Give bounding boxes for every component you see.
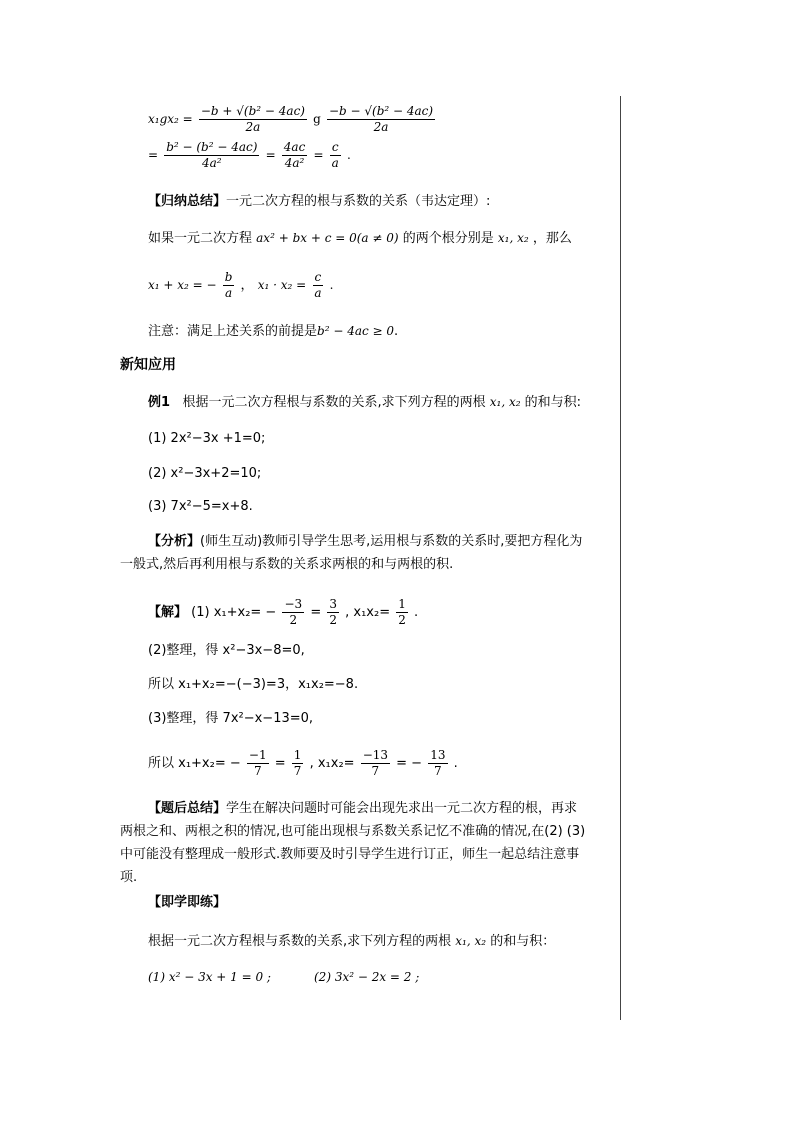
solution-1: 【解】 (1) x₁+x₂= − $\frac{-3}{2}$ = $\frac{3}{2}$ , x₁x₂= $\frac{1}{2}$ . <box>148 597 419 627</box>
derivation-fraction-2: $\frac{\text{−b − √(b² − 4ac)}}{2a}$ <box>328 104 434 134</box>
analysis-line-2: 一般式,然后再利用根与系数的关系求两根的和与两根的积. <box>120 557 454 572</box>
derivation-fraction-3: $\frac{\text{b² − (b² − 4ac)}}{\text{4a²}}$ <box>166 140 258 170</box>
solution-3-line-2: 所以 x₁+x₂= − $\frac{-1}{7}$ = $\frac{1}{7}$ , x₁x₂= $\frac{-13}{7}$ = − $\frac{13}{7}$ . <box>148 748 458 778</box>
solution-2-line-2: 所以 x₁+x₂=−(−3)=3，x₁x₂=−8. <box>148 677 359 692</box>
post-summary-line-2: 两根之和、两根之积的情况,也可能出现根与系数关系记忆不准确的情况,在(2) (3) <box>120 824 586 839</box>
margin-rule <box>620 96 621 1020</box>
post-summary-line-1: 【题后总结】学生在解决问题时可能会出现先求出一元二次方程的根，再求 <box>148 801 578 816</box>
solution-1-fraction-2: $\frac{3}{2}$ <box>329 597 337 627</box>
solution-1-fraction-3: $\frac{1}{2}$ <box>398 597 406 627</box>
vieta-product-fraction: $\frac{c}{a}$ <box>314 270 322 300</box>
section-heading: 新知应用 <box>120 357 176 373</box>
summary-title: 【归纳总结】一元二次方程的根与系数的关系（韦达定理）: <box>148 194 491 209</box>
solution-3-fraction-4: $\frac{13}{7}$ <box>430 748 446 778</box>
vieta-formulas: x₁ + x₂ = − $\frac{b}{a}$ ， x₁ · x₂ = $\frac{c}{a}$ . <box>148 270 334 300</box>
derivation-line-1: x₁gx₂ = $\frac{\text{−b + √(b² − 4ac)}}{2a}$ g $\frac{\text{−b − √(b² − 4ac)}}{2a}$ <box>148 104 434 134</box>
solution-3-fraction-1: $\frac{-1}{7}$ <box>248 748 267 778</box>
vieta-sum-fraction: $\frac{b}{a}$ <box>224 270 233 300</box>
derivation-fraction-5: $\frac{c}{a}$ <box>331 140 339 170</box>
example-item-1: (1) 2x²−3x +1=0; <box>148 431 266 446</box>
derivation-fraction-4: $\frac{4ac}{\text{4a²}}$ <box>283 140 306 170</box>
solution-1-fraction-1: $\frac{-3}{2}$ <box>284 597 303 627</box>
summary-note: 注意：满足上述关系的前提是b² − 4ac ≥ 0. <box>148 324 399 339</box>
derivation-line-2: = $\frac{\text{b² − (b² − 4ac)}}{\text{4a²}}$ = $\frac{4ac}{\text{4a²}}$ = $\frac{c}{a}$ . <box>148 140 351 170</box>
derivation-lhs: x₁gx₂ = <box>148 112 193 126</box>
practice-label: 【即学即练】 <box>148 895 227 910</box>
post-summary-line-3: 中可能没有整理成一般形式.教师要及时引导学生进行订正，师生一起总结注意事 <box>120 847 580 862</box>
post-summary-line-4: 项. <box>120 870 138 885</box>
example-1-prompt: 例1 根据一元二次方程根与系数的关系,求下列方程的两根 x₁, x₂ 的和与积: <box>148 395 582 410</box>
solution-2-line-1: (2)整理，得 x²−3x−8=0, <box>148 643 305 658</box>
example-item-3: (3) 7x²−5=x+8. <box>148 499 253 514</box>
solution-3-line-1: (3)整理，得 7x²−x−13=0, <box>148 711 314 726</box>
solution-3-fraction-2: $\frac{1}{7}$ <box>293 748 302 778</box>
example-item-2: (2) x²−3x+2=10; <box>148 466 262 481</box>
practice-item-1: (1) x² − 3x + 1 = 0 ; <box>148 970 271 984</box>
practice-prompt: 根据一元二次方程根与系数的关系,求下列方程的两根 x₁, x₂ 的和与积： <box>148 934 556 949</box>
summary-paragraph: 如果一元二次方程 ax² + bx + c = 0(a ≠ 0) 的两个根分别是 x₁, x₂ ，那么 <box>148 231 572 246</box>
solution-3-fraction-3: $\frac{-13}{7}$ <box>362 748 389 778</box>
practice-item-2: (2) 3x² − 2x = 2 ; <box>314 970 420 984</box>
derivation-fraction-1: $\frac{\text{−b + √(b² − 4ac)}}{2a}$ <box>200 104 305 134</box>
analysis-line-1: 【分析】(师生互动)教师引导学生思考,运用根与系数的关系时,要把方程化为 <box>148 534 583 549</box>
